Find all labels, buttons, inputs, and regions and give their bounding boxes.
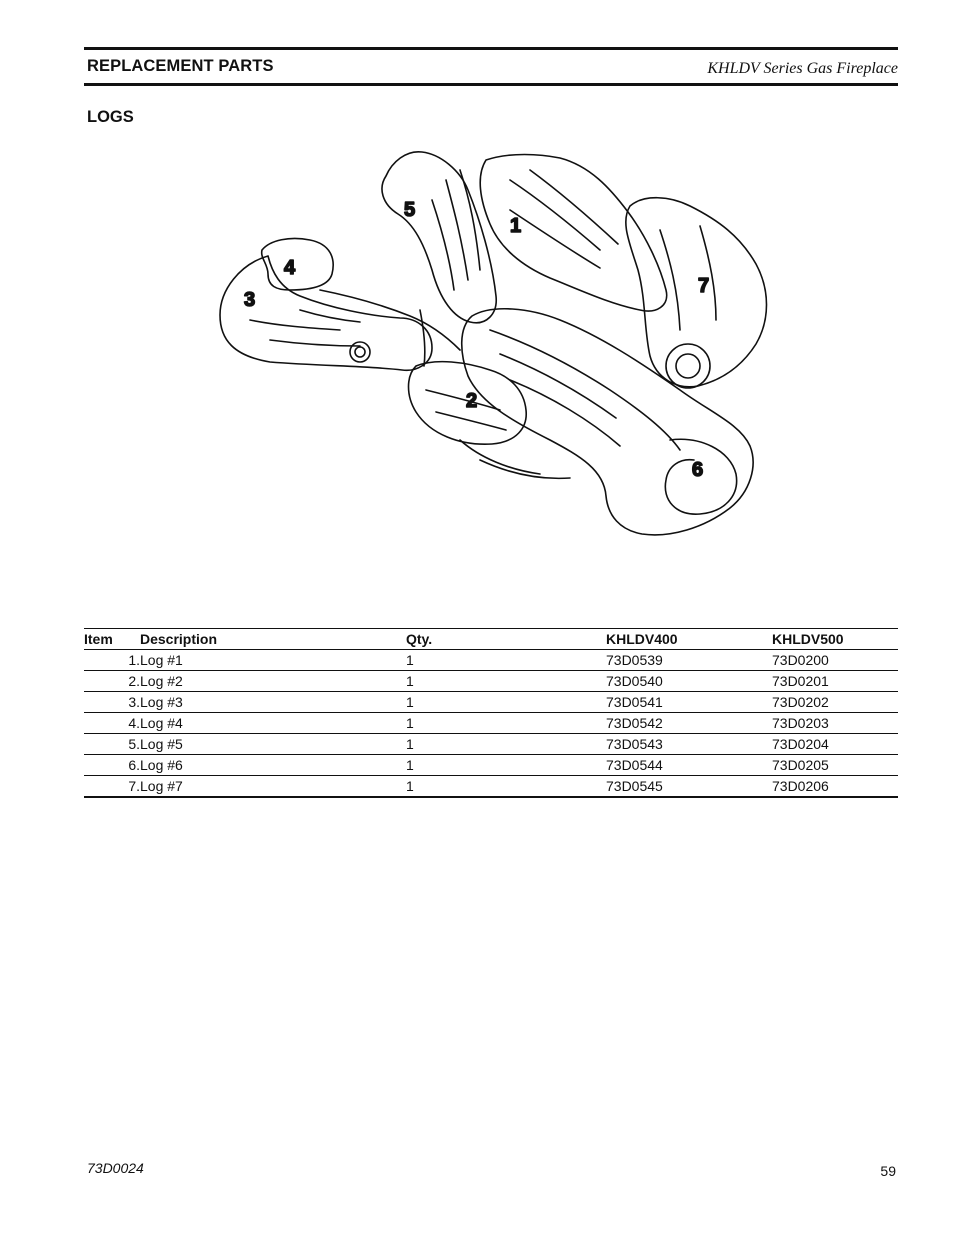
table-row [84, 776, 898, 798]
table-row [84, 755, 898, 776]
table-header-row [84, 629, 898, 650]
cell-khldv500: 73D0202 [772, 694, 829, 710]
cell-item: 4. [128, 715, 140, 731]
cell-qty: 1 [406, 673, 414, 689]
callout-4: 4 [284, 257, 296, 279]
cell-description: Log #2 [140, 673, 183, 689]
cell-description: Log #3 [140, 694, 183, 710]
cell-khldv400: 73D0539 [606, 652, 663, 668]
cell-description: Log #7 [140, 778, 183, 794]
log-set-illustration [210, 140, 780, 560]
cell-khldv500: 73D0201 [772, 673, 829, 689]
callout-2: 2 [466, 390, 478, 412]
callout-3: 3 [244, 289, 256, 311]
log-1-outline [480, 155, 666, 312]
cell-item: 1. [128, 652, 140, 668]
cell-khldv400: 73D0543 [606, 736, 663, 752]
cell-qty: 1 [406, 652, 414, 668]
log-7-outline [626, 198, 767, 387]
cell-khldv500: 73D0205 [772, 757, 829, 773]
table-row [84, 713, 898, 734]
column-header-qty: Qty. [406, 631, 433, 647]
cell-khldv400: 73D0540 [606, 673, 663, 689]
log-4-outline [262, 238, 333, 290]
section-title: REPLACEMENT PARTS [87, 57, 274, 75]
column-header-khldv400: KHLDV400 [606, 631, 678, 647]
table-row [84, 734, 898, 755]
document-title: KHLDV Series Gas Fireplace [707, 60, 898, 77]
log-3-outline [220, 256, 432, 370]
callout-1: 1 [510, 215, 522, 237]
cell-qty: 1 [406, 715, 414, 731]
log-5-outline [382, 152, 496, 323]
cell-description: Log #6 [140, 757, 183, 773]
cell-item: 7. [128, 778, 140, 794]
cell-khldv500: 73D0204 [772, 736, 829, 752]
subsection-title: LOGS [87, 108, 134, 126]
callout-7: 7 [698, 275, 710, 297]
cell-description: Log #1 [140, 652, 183, 668]
cell-khldv500: 73D0200 [772, 652, 829, 668]
header-rule-bottom [84, 83, 898, 86]
parts-table [84, 628, 898, 798]
footer-page-number: 59 [880, 1163, 896, 1179]
cell-qty: 1 [406, 736, 414, 752]
footer-doc-number: 73D0024 [87, 1160, 144, 1176]
cell-khldv400: 73D0541 [606, 694, 663, 710]
column-header-item: Item [84, 631, 113, 647]
cell-qty: 1 [406, 757, 414, 773]
column-header-khldv500: KHLDV500 [772, 631, 844, 647]
cell-description: Log #4 [140, 715, 183, 731]
cell-description: Log #5 [140, 736, 183, 752]
cell-khldv400: 73D0542 [606, 715, 663, 731]
cell-khldv400: 73D0544 [606, 757, 663, 773]
table-row [84, 692, 898, 713]
log-6-outline [462, 309, 753, 535]
cell-khldv400: 73D0545 [606, 778, 663, 794]
header-rule-top [84, 47, 898, 50]
cell-item: 3. [128, 694, 140, 710]
cell-qty: 1 [406, 778, 414, 794]
callout-6: 6 [692, 459, 704, 481]
cell-item: 2. [128, 673, 140, 689]
cell-khldv500: 73D0203 [772, 715, 829, 731]
table-row [84, 650, 898, 671]
cell-khldv500: 73D0206 [772, 778, 829, 794]
table-row [84, 671, 898, 692]
cell-item: 6. [128, 757, 140, 773]
column-header-description: Description [140, 631, 218, 647]
cell-item: 5. [128, 736, 140, 752]
callout-5: 5 [404, 199, 416, 221]
cell-qty: 1 [406, 694, 414, 710]
